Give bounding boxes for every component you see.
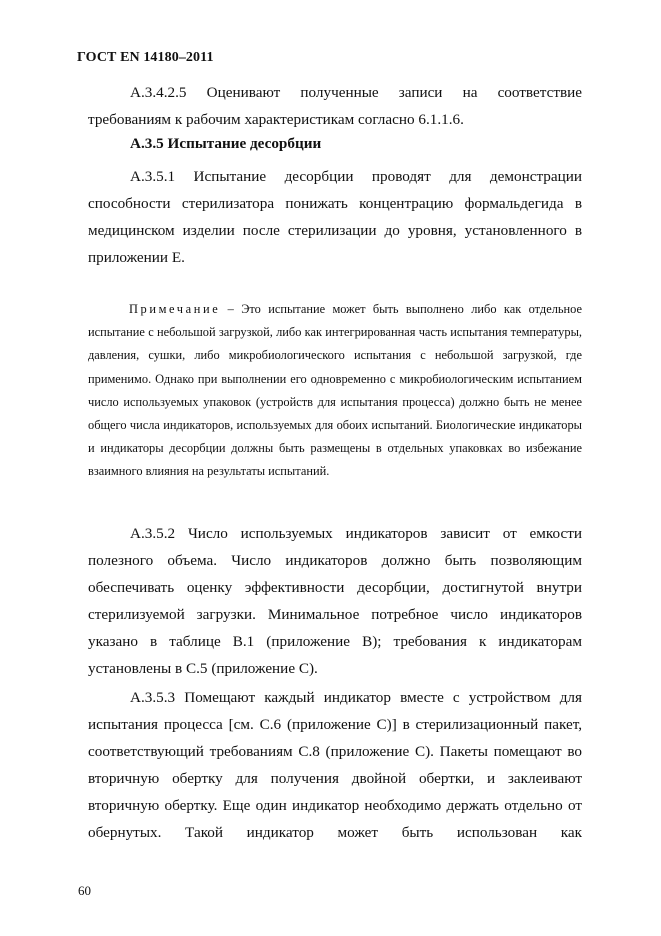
page-number: 60 [78,883,91,898]
paragraph-a353: А.3.5.3 Помещают каждый индикатор вместе с устройством для испытания процесса [см. С.6 (приложение С)] в стерилизационный пакет, соответствующий требованиям С.8 (приложение С). Пакеты помещают во вторичную обертку для получения двойной обертки, и заклеивают вторичную обертку. Еще один индикатор необходимо держать отдельно от обернутых. Такой индикатор может быть использован как [88,689,582,841]
note-label: Примечание [129,302,221,316]
document-header: ГОСТ EN 14180–2011 [77,50,214,65]
paragraph-a3425: А.3.4.2.5 Оценивают полученные записи на соответствие требованиям к рабочим характеристикам согласно 6.1.1.6. [88,84,582,128]
paragraph-a351: А.3.5.1 Испытание десорбции проводят для демонстрации способности стерилизатора понижать концентрацию формальдегида в медицинском изделии после стерилизации до уровня, установленного в приложении Е. [88,168,582,266]
note-block [88,298,582,484]
note-text: – Это испытание может быть выполнено либо как отдельное испытание с небольшой загрузкой, либо как интегрированная часть испытания температуры, давления, сушки, либо микробиологического испытания с небольшой загрузкой, где применимо. Однако при выполнении его одновременно с микробиологическим испытанием число используемых упаковок (устройств для испытания процесса) должно быть не менее общего числа индикаторов, используемых для обоих испытаний. Биологические индикаторы и индикаторы десорбции должны быть размещены в отдельных упаковках во избежание взаимного влияния на результаты испытаний. [88,302,582,479]
section-heading-a35: А.3.5 Испытание десорбции [130,135,322,152]
paragraph-a352: А.3.5.2 Число используемых индикаторов зависит от емкости полезного объема. Число индикаторов должно быть позволяющим обеспечивать оценку эффективности десорбции, достигнутой внутри стерилизуемой загрузки. Минимальное потребное число индикаторов указано в таблице В.1 (приложение В); требования к индикаторам установлены в С.5 (приложение С). [88,525,582,677]
